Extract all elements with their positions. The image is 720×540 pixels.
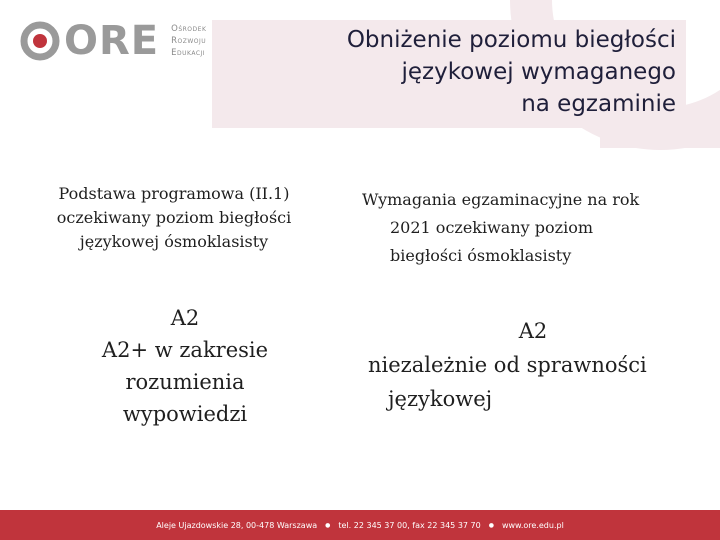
- left-heading-line: Podstawa programowa (II.1): [58, 184, 290, 203]
- left-column-heading: [14, 182, 334, 254]
- left-level-line: rozumienia: [125, 370, 245, 394]
- left-level-line: wypowiedzi: [122, 402, 248, 426]
- ore-logo: [18, 16, 206, 66]
- left-heading-line: oczekiwany poziom biegłości: [56, 208, 292, 227]
- logo-subtitle-line: Edukacji: [171, 48, 206, 58]
- footer-website-link[interactable]: www.ore.edu.pl: [501, 520, 564, 530]
- footer-separator: ●: [488, 521, 494, 529]
- left-column-level: [60, 302, 310, 430]
- title-line: Obniżenie poziomu biegłości: [346, 27, 676, 53]
- logo-subtitle-line: Ośrodek: [171, 24, 207, 34]
- right-heading-line: 2021 oczekiwany poziom: [390, 218, 593, 237]
- right-column-heading: [362, 186, 714, 270]
- logo-subtitle: [171, 23, 206, 59]
- footer-address: Aleje Ujazdowskie 28, 00-478 Warszawa: [156, 520, 318, 530]
- left-heading-line: językowej ósmoklasisty: [79, 232, 269, 251]
- title-box: [212, 20, 686, 128]
- title-line: na egzaminie: [521, 91, 676, 117]
- right-level-line: A2: [518, 319, 548, 343]
- right-level-line: językowej: [388, 387, 493, 411]
- right-column-level: [362, 314, 714, 416]
- logo-letters: ORE: [64, 18, 160, 64]
- footer-phone: tel. 22 345 37 00, fax 22 345 37 70: [338, 520, 481, 530]
- title-line: językowej wymaganego: [401, 59, 676, 85]
- footer-bar: [0, 510, 720, 540]
- slide-title: [236, 24, 676, 120]
- footer-separator: ●: [325, 521, 331, 529]
- left-level-line: A2+ w zakresie: [101, 338, 269, 362]
- right-heading-line: Wymagania egzaminacyjne na rok: [362, 190, 640, 209]
- decorative-bar: [600, 128, 720, 148]
- left-level-line: A2: [170, 306, 200, 330]
- logo-subtitle-line: Rozwoju: [171, 36, 207, 46]
- right-heading-line: biegłości ósmoklasisty: [390, 246, 572, 265]
- logo-circle-icon: [18, 19, 62, 63]
- right-level-line: niezależnie od sprawności: [368, 353, 647, 377]
